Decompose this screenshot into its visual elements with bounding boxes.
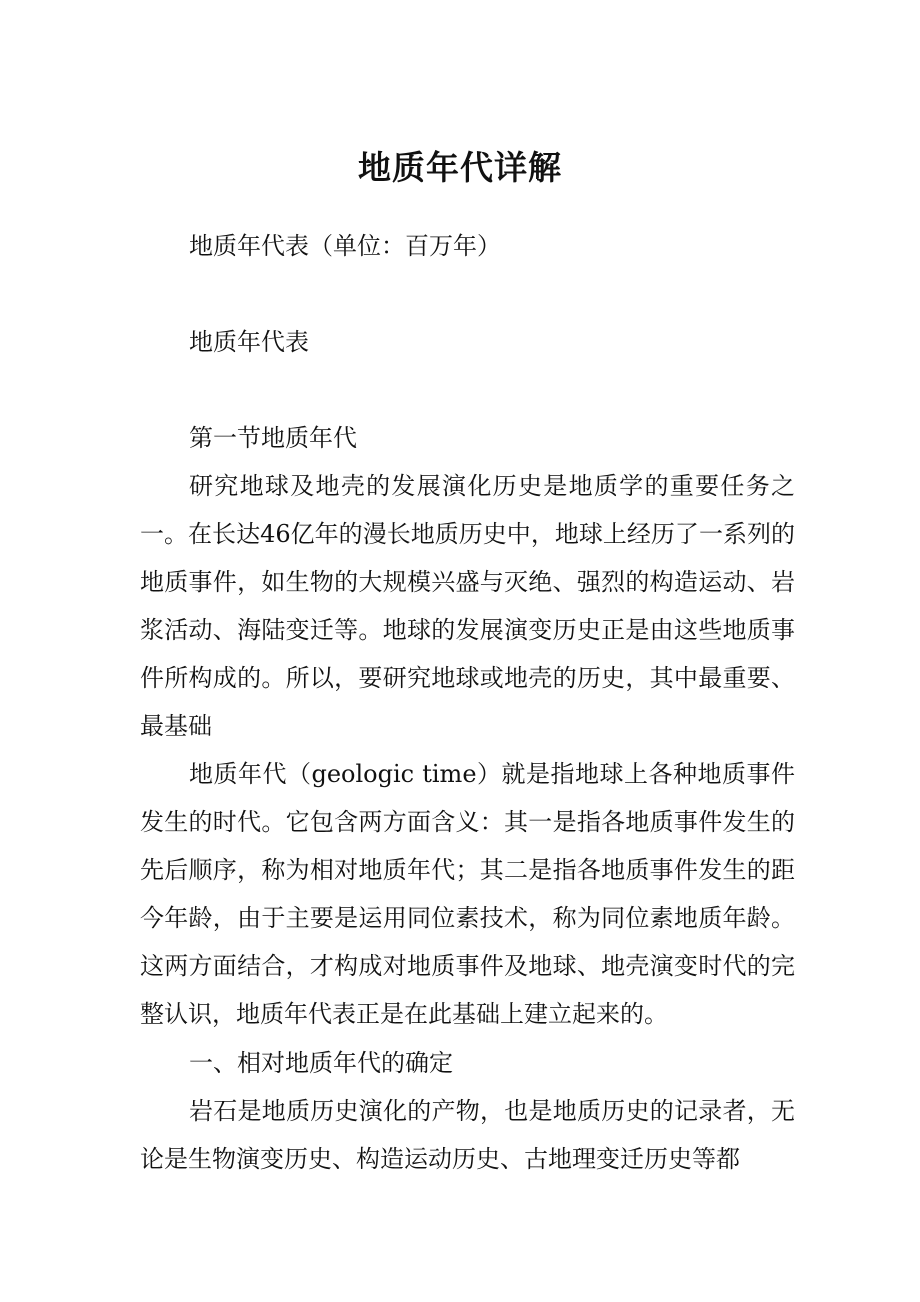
section-heading: 第一节地质年代 (189, 424, 357, 452)
table-caption: 地质年代表（单位：百万年） (189, 232, 501, 260)
table-label: 地质年代表 (189, 328, 309, 356)
paragraph-1: 研究地球及地壳的发展演化历史是地质学的重要任务之一。在长达46亿年的漫长地质历史中，地球上经历了一系列的地质事件，如生物的大规模兴盛与灭绝、强烈的构造运动、岩浆活动、海陆变迁等。地球的发展演变历史正是由这些地质事件所构成的。所以，要研究地球或地壳的历史，其中最重要、最基础 (140, 472, 795, 740)
paragraph-2: 地质年代（geologic time）就是指地球上各种地质事件发生的时代。它包含两方面含义：其一是指各地质事件发生的先后顺序，称为相对地质年代；其二是指各地质事件发生的距今年龄，由于主要是运用同位素技术，称为同位素地质年龄。这两方面结合，才构成对地质事件及地球、地壳演变时代的完整认识，地质年代表正是在此基础上建立起来的。 (140, 760, 795, 1028)
paragraph-3: 岩石是地质历史演化的产物，也是地质历史的记录者，无论是生物演变历史、构造运动历史、古地理变迁历史等都 (140, 1097, 795, 1173)
subheading-relative-age: 一、相对地质年代的确定 (189, 1049, 453, 1077)
document-title: 地质年代详解 (358, 148, 562, 187)
